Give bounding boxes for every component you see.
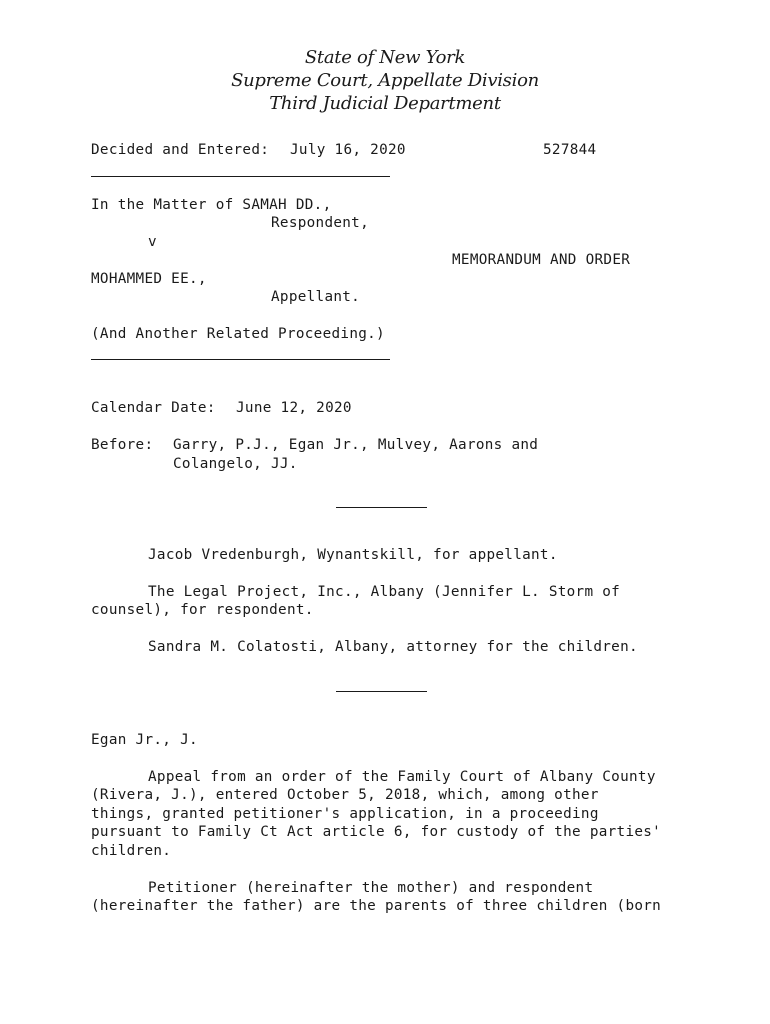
opinion-author: Egan Jr., J. [91,732,198,748]
court-name: Supreme Court, Appellate Division [231,70,539,91]
body-para1-line-5: children. [91,843,172,859]
body-para1-line-4: pursuant to Family Ct Act article 6, for custody of the parties' [91,824,662,840]
body-para2-line-1: Petitioner (hereinafter the mother) and respondent [148,880,594,896]
body-para1-line-1: Appeal from an order of the Family Court of Albany County [148,769,656,785]
docket-number: 527844 [543,142,597,158]
calendar-label: Calendar Date: [91,400,216,416]
body-para2-line-2: (hereinafter the father) are the parents of three children (born [91,898,662,914]
versus: v [148,234,157,250]
decided-label: Decided and Entered: [91,142,270,158]
counsel-appellant: Jacob Vredenburgh, Wynantskill, for appellant. [148,547,558,563]
before-line-2: Colangelo, JJ. [173,456,298,472]
counsel-respondent-line-1: The Legal Project, Inc., Albany (Jennifer L. Storm of [148,584,621,600]
before-label: Before: [91,437,154,453]
court-state: State of New York [304,47,466,68]
body-para1-line-2: (Rivera, J.), entered October 5, 2018, which, among other [91,787,599,803]
separator-rule-1 [336,507,427,508]
caption-bottom-rule [91,359,390,360]
before-line-1: Garry, P.J., Egan Jr., Mulvey, Aarons and [173,437,539,453]
related-proceeding: (And Another Related Proceeding.) [91,326,385,342]
calendar-date: June 12, 2020 [236,400,352,416]
order-type: MEMORANDUM AND ORDER [452,252,631,268]
body-para1-line-3: things, granted petitioner's application, in a proceeding [91,806,599,822]
appellant-role: Appellant. [271,289,361,305]
caption-top-rule [91,176,390,177]
counsel-respondent-line-2: counsel), for respondent. [91,602,314,618]
matter-line: In the Matter of SAMAH DD., [91,197,332,213]
respondent-role: Respondent, [271,215,369,231]
decided-date: July 16, 2020 [290,142,406,158]
separator-rule-2 [336,691,427,692]
court-department: Third Judicial Department [269,93,501,114]
appellant-name: MOHAMMED EE., [91,271,207,287]
counsel-children: Sandra M. Colatosti, Albany, attorney for the children. [148,639,638,655]
